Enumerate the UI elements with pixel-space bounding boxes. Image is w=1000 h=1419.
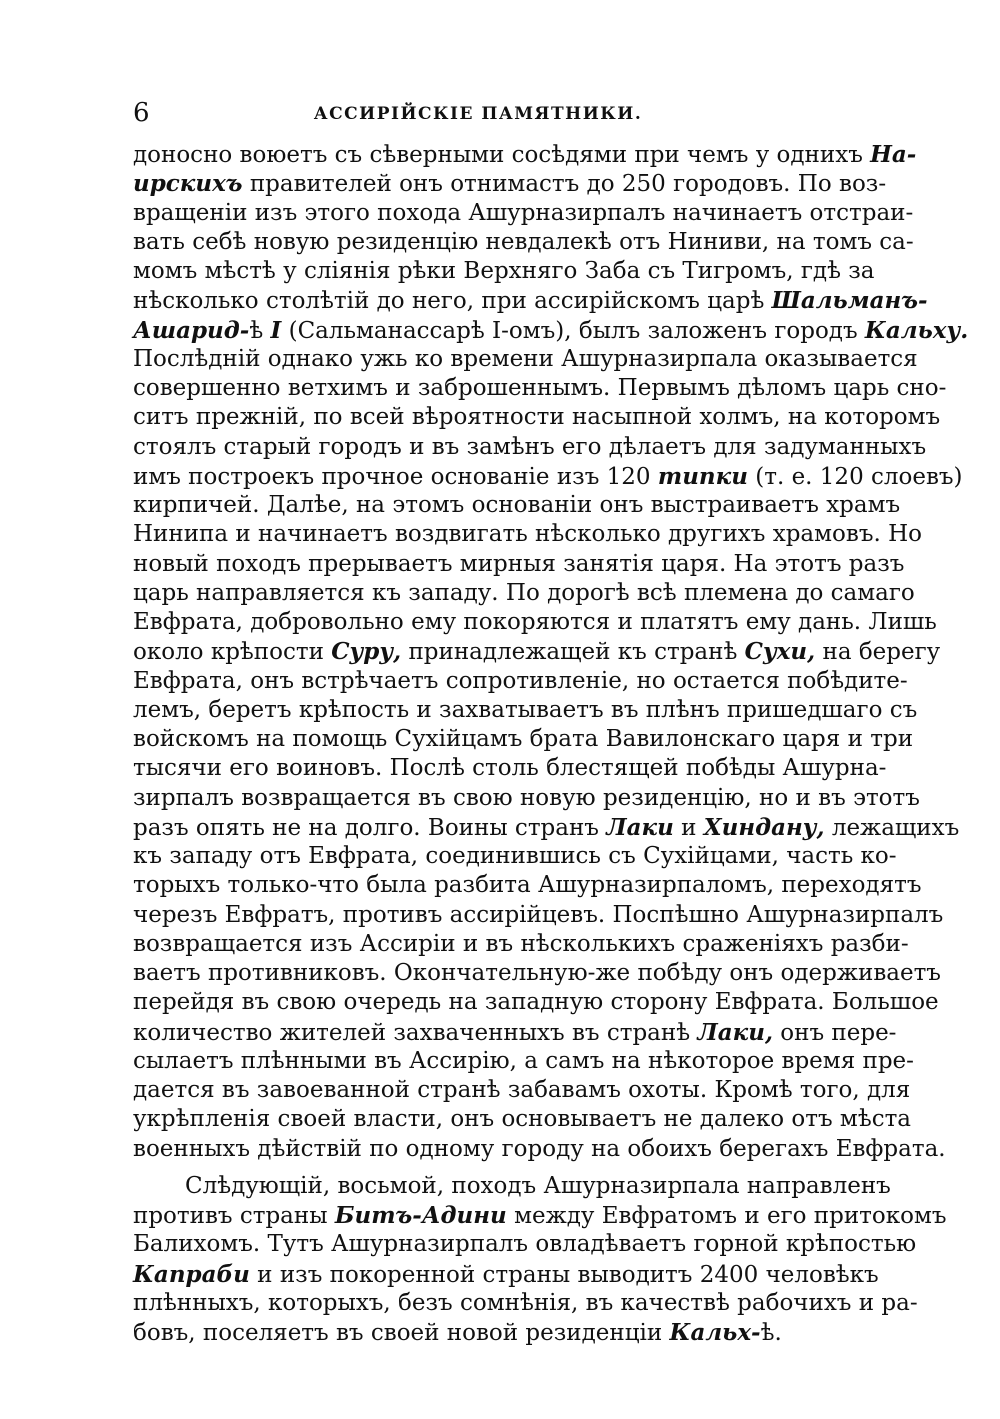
text-line [133,871,922,900]
page-body [133,140,969,1347]
text-segment: Послѣдній однако ужь ко времени Ашурназирпала оказывается [133,345,918,372]
text-segment: противъ страны [133,1203,335,1229]
text-segment: плѣнныхъ, которыхъ, безъ сомнѣнія, въ качествѣ рабочихъ и ра- [133,1289,918,1316]
text-line [133,1230,917,1259]
text-segment: совершенно ветхимъ и заброшеннымъ. Первымъ дѣломъ царь сно- [133,375,947,401]
text-segment: правителей онъ отнимастъ до 250 городовъ. По воз- [242,171,887,198]
text-segment: между Евфратомъ и его притокомъ [506,1203,947,1229]
text-line [133,579,915,608]
text-segment: ѣ [249,317,271,344]
text-line [133,1172,891,1201]
text-segment: торыхъ только-что была разбита Ашурназирпаломъ, переходятъ [133,872,922,899]
text-segment: стоялъ старый городъ и въ замѣнъ его дѣлаетъ для задуманныхъ [133,433,927,460]
text-segment: вращеніи изъ этого похода Ашурназирпалъ начинаетъ отстраи- [133,199,914,226]
emphasized-term: Капраби [133,1260,250,1288]
text-line [133,784,920,813]
text-segment: Балихомъ. Тутъ Ашурназирпалъ овладѣваетъ горной крѣпостью [133,1231,917,1258]
text-segment: вать себѣ новую резиденцію невдалекѣ отъ Ниниви, на томъ са- [133,228,914,255]
text-line [133,901,944,930]
text-segment: Нинипа и начинаетъ воздвигать нѣсколько другихъ храмовъ. Но [133,521,922,548]
text-segment: укрѣпленія своей власти, онъ основываетъ не далеко отъ мѣста [133,1106,912,1133]
text-line [133,959,941,988]
emphasized-term: типки [657,462,748,490]
text-segment: лемъ, беретъ крѣпость и захватываетъ въ плѣнъ пришедшаго съ [133,696,918,723]
emphasized-term: Битъ-Адини [334,1202,507,1229]
text-line [133,520,922,549]
text-segment: имъ построекъ прочное основаніе изъ 120 [133,463,658,490]
text-segment: черезъ Евфратъ, противъ ассирійцевъ. Поспѣшно Ашурназирпалъ [133,901,944,928]
emphasized-term: Лаки [606,813,674,841]
text-segment: лежащихъ [824,814,960,841]
text-segment: ситъ прежній, по всей вѣроятности насыпной холмъ, на которомъ [133,404,941,431]
emphasized-term: Кальх- [669,1319,761,1346]
text-segment: ѣ. [760,1320,782,1346]
text-line [133,286,928,315]
text-line [133,169,887,198]
text-line [133,1018,897,1047]
text-segment: принадлежащей къ странѣ [401,639,745,666]
emphasized-term: I [270,316,282,344]
text-segment: нѣсколько столѣтій до него, при ассирійскомъ царѣ [133,288,772,315]
running-title: АССИРІЙСКІЕ ПАМЯТНИКИ. [313,104,643,124]
text-line [133,374,947,403]
text-line [133,345,918,374]
text-segment: и [673,814,704,841]
text-line [133,462,963,491]
text-segment: военныхъ дѣйствій по одному городу на обоихъ берегахъ Евфрата. [133,1135,946,1162]
text-line [133,696,918,725]
text-segment: дается въ завоеванной странѣ забавамъ охоты. Кромѣ того, для [133,1077,911,1103]
emphasized-term: Хиндану, [703,813,825,841]
text-line [133,228,914,257]
text-line [133,930,909,959]
text-line [133,608,937,637]
text-line [133,1260,879,1289]
text-segment: количество жителей захваченныхъ въ странѣ [133,1019,698,1046]
text-line [133,667,908,696]
text-line [133,813,960,842]
text-segment: (Сальманассарѣ I-омъ), былъ заложенъ городъ [281,317,865,344]
text-segment: перейдя въ свою очередь на западную сторону Евфрата. Большое [133,989,939,1016]
text-segment: Слѣдующій, восьмой, походъ Ашурназирпала направленъ [185,1172,891,1199]
text-segment: тысячи его воиновъ. Послѣ столь блестящей побѣды Ашурна- [133,755,887,782]
text-segment: Евфрата, добровольно ему покоряются и платятъ ему дань. Лишь [133,609,937,635]
emphasized-term: На- [870,141,917,168]
text-line [133,1289,918,1318]
text-segment: онъ пере- [772,1019,897,1046]
text-line [133,199,914,228]
emphasized-term: Ашарид- [133,316,250,344]
emphasized-term: Кальху. [864,316,969,344]
text-line [133,403,941,432]
emphasized-term: Сухи, [744,638,816,666]
text-line [133,1076,911,1105]
text-segment: возвращается изъ Ассиріи и въ нѣсколькихъ сраженіяхъ разби- [133,930,909,957]
text-line [133,842,897,871]
text-segment: кирпичей. Далѣе, на этомъ основаніи онъ выстраиваетъ храмъ [133,492,901,518]
text-segment: сылаетъ плѣнными въ Ассирію, а самъ на нѣкоторое время пре- [133,1047,914,1074]
text-segment: Евфрата, онъ встрѣчаетъ сопротивленіе, но остается побѣдите- [133,667,908,694]
text-line [133,257,875,286]
text-segment: момъ мѣстѣ у сліянія рѣки Верхняго Заба съ Тигромъ, гдѣ за [133,258,875,284]
text-segment: разъ опять не на долго. Воины странъ [133,814,607,841]
page-header [133,98,823,128]
text-line [133,140,917,169]
text-line [133,491,901,520]
text-line [133,1047,914,1076]
text-line [133,550,905,579]
emphasized-term: ирскихъ [133,170,243,198]
text-segment: къ западу отъ Евфрата, соединившись съ Сухійцами, часть ко- [133,843,897,869]
text-segment: (т. е. 120 слоевъ) [747,463,963,490]
text-line [133,1201,947,1230]
text-segment: около крѣпости [133,639,332,666]
emphasized-term: Лаки, [697,1018,773,1046]
text-line [133,754,887,783]
text-line [133,725,914,754]
text-segment: войскомъ на помощь Сухійцамъ брата Вавилонскаго царя и три [133,726,914,752]
text-segment: и изъ покоренной страны выводитъ 2400 человѣкъ [249,1261,879,1288]
page-number: 6 [133,98,150,128]
text-line [133,988,939,1017]
text-line [133,433,927,462]
text-line [133,637,941,666]
text-segment: царь направляется къ западу. По дорогѣ всѣ племена до самаго [133,579,915,606]
emphasized-term: Шальманъ- [771,287,928,315]
text-segment: ваетъ противниковъ. Окончательную-же побѣду онъ одерживаетъ [133,960,941,986]
text-segment: зирпалъ возвращается въ свою новую резиденцію, но и въ этотъ [133,784,920,811]
text-segment: доносно воюетъ съ сѣверными сосѣдями при чемъ у однихъ [133,142,871,168]
text-segment: бовъ, поселяетъ въ своей новой резиденціи [133,1320,670,1346]
text-line [133,316,969,345]
emphasized-term: Суру, [331,638,402,666]
text-line [133,1135,946,1164]
text-segment: на берегу [815,639,941,666]
text-segment: новый походъ прерываетъ мирныя занятія царя. На этотъ разъ [133,550,905,577]
text-line [133,1105,912,1134]
text-line [133,1318,823,1347]
